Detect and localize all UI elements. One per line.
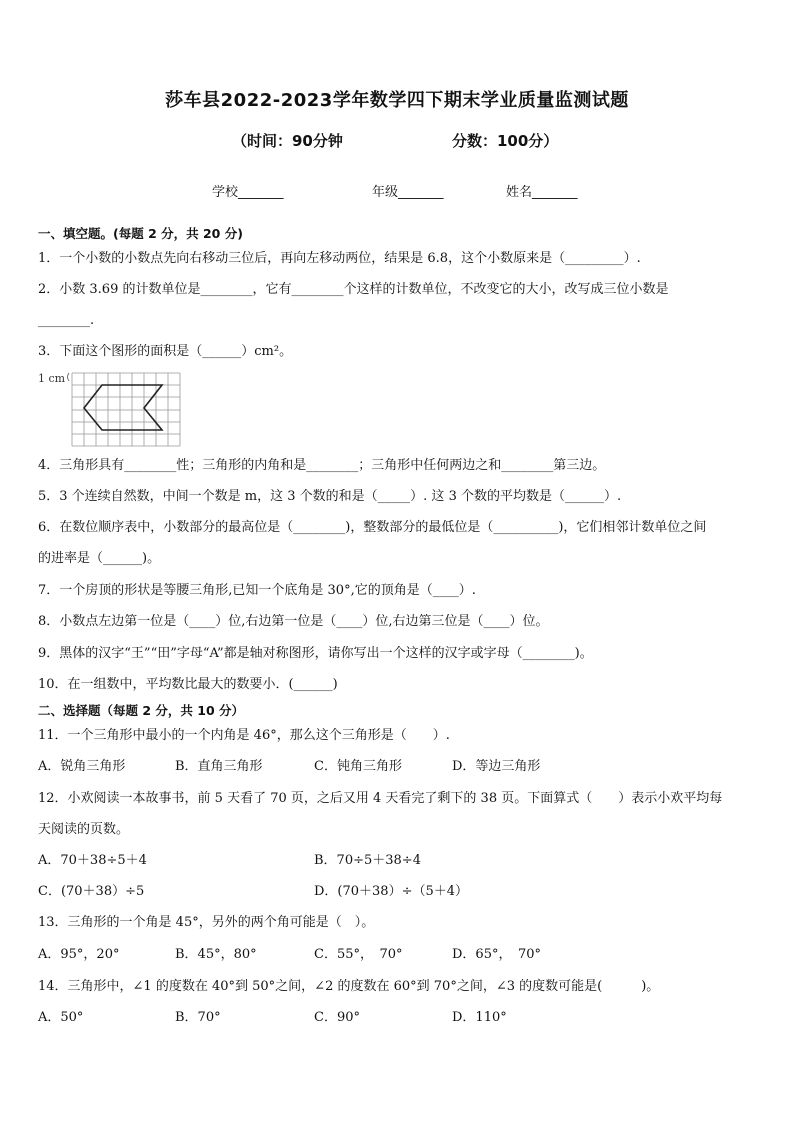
question-4: 4．三角形具有________性；三角形的内角和是________；三角形中任何两边之和________第三边。 bbox=[38, 458, 606, 473]
question-13: 13．三角形的一个角是 45°，另外的两个角可能是（ ）。 bbox=[38, 915, 375, 930]
question-12-line-1: 12．小欢阅读一本故事书，前 5 天看了 70 页，之后又用 4 天看完了剩下的 38 页。下面算式（ ）表示小欢平均每 bbox=[38, 791, 723, 806]
exam-time: （时间：90分钟 bbox=[232, 132, 343, 150]
scale-label: 1 cm bbox=[38, 372, 66, 385]
question-6-line-1: 6．在数位顺序表中，小数部分的最高位是（________)，整数部分的最低位是（__________)，它们相邻计数单位之间 bbox=[38, 520, 707, 535]
q11-option-a: A．锐角三角形 bbox=[38, 759, 126, 774]
grid-lines bbox=[72, 373, 180, 446]
q13-option-c: C．55°， 70° bbox=[314, 947, 403, 962]
q12-option-a: A．70＋38÷5＋4 bbox=[38, 853, 147, 868]
question-2-line-2: ________. bbox=[38, 313, 95, 328]
question-12-line-2: 天阅读的页数。 bbox=[38, 822, 130, 837]
q12-option-b: B．70÷5＋38÷4 bbox=[314, 853, 421, 868]
name-field: 姓名_______ bbox=[506, 185, 578, 200]
grid-figure bbox=[38, 370, 183, 452]
question-11: 11．一个三角形中最小的一个内角是 46°，那么这个三角形是（ ）. bbox=[38, 728, 450, 743]
question-3: 3．下面这个图形的面积是（______）cm²。 bbox=[38, 344, 293, 359]
section-heading-choice: 二、选择题（每题 2 分，共 10 分） bbox=[38, 703, 245, 718]
question-6-line-2: 的进率是（______)。 bbox=[38, 551, 161, 566]
q11-option-b: B．直角三角形 bbox=[175, 759, 263, 774]
question-14: 14．三角形中，∠1 的度数在 40°到 50°之间，∠2 的度数在 60°到 70°之间，∠3 的度数可能是( )。 bbox=[38, 979, 660, 994]
page-title: 莎车县2022-2023学年数学四下期末学业质量监测试题 bbox=[165, 90, 629, 111]
question-1: 1．一个小数的小数点先向右移动三位后，再向左移动两位，结果是 6.8，这个小数原来是（_________）. bbox=[38, 251, 641, 266]
section-heading-fill-blank: 一、填空题。(每题 2 分，共 20 分) bbox=[38, 226, 243, 241]
question-9: 9．黑体的汉字“王”“田”字母“A”都是轴对称图形，请你写出一个这样的汉字或字母（________)。 bbox=[38, 646, 593, 661]
exam-score: 分数：100分） bbox=[452, 132, 559, 150]
school-field: 学校_______ bbox=[212, 185, 284, 200]
q14-option-c: C．90° bbox=[314, 1010, 360, 1025]
q11-option-c: C．钝角三角形 bbox=[314, 759, 402, 774]
q14-option-d: D．110° bbox=[452, 1010, 507, 1025]
question-7: 7．一个房顶的形状是等腰三角形,已知一个底角是 30°,它的顶角是（____）. bbox=[38, 583, 476, 598]
q11-option-d: D．等边三角形 bbox=[452, 759, 541, 774]
grade-field: 年级_______ bbox=[372, 185, 444, 200]
question-5: 5．3 个连续自然数，中间一个数是 m，这 3 个数的和是（_____）. 这 3 个数的平均数是（______）. bbox=[38, 489, 622, 504]
q13-option-b: B．45°，80° bbox=[175, 947, 257, 962]
q13-option-a: A．95°，20° bbox=[38, 947, 120, 962]
q12-option-d: D．(70＋38）÷（5＋4） bbox=[314, 884, 469, 899]
question-8: 8．小数点左边第一位是（____）位,右边第一位是（____）位,右边第三位是（____）位。 bbox=[38, 614, 549, 629]
q14-option-a: A．50° bbox=[38, 1010, 84, 1025]
question-10: 10．在一组数中，平均数比最大的数要小．(______) bbox=[38, 677, 338, 692]
q14-option-b: B．70° bbox=[175, 1010, 221, 1025]
q12-option-c: C．(70＋38）÷5 bbox=[38, 884, 145, 899]
q13-option-d: D．65°， 70° bbox=[452, 947, 542, 962]
question-2-line-1: 2．小数 3.69 的计数单位是________，它有________个这样的计数单位，不改变它的大小，改写成三位小数是 bbox=[38, 282, 669, 297]
